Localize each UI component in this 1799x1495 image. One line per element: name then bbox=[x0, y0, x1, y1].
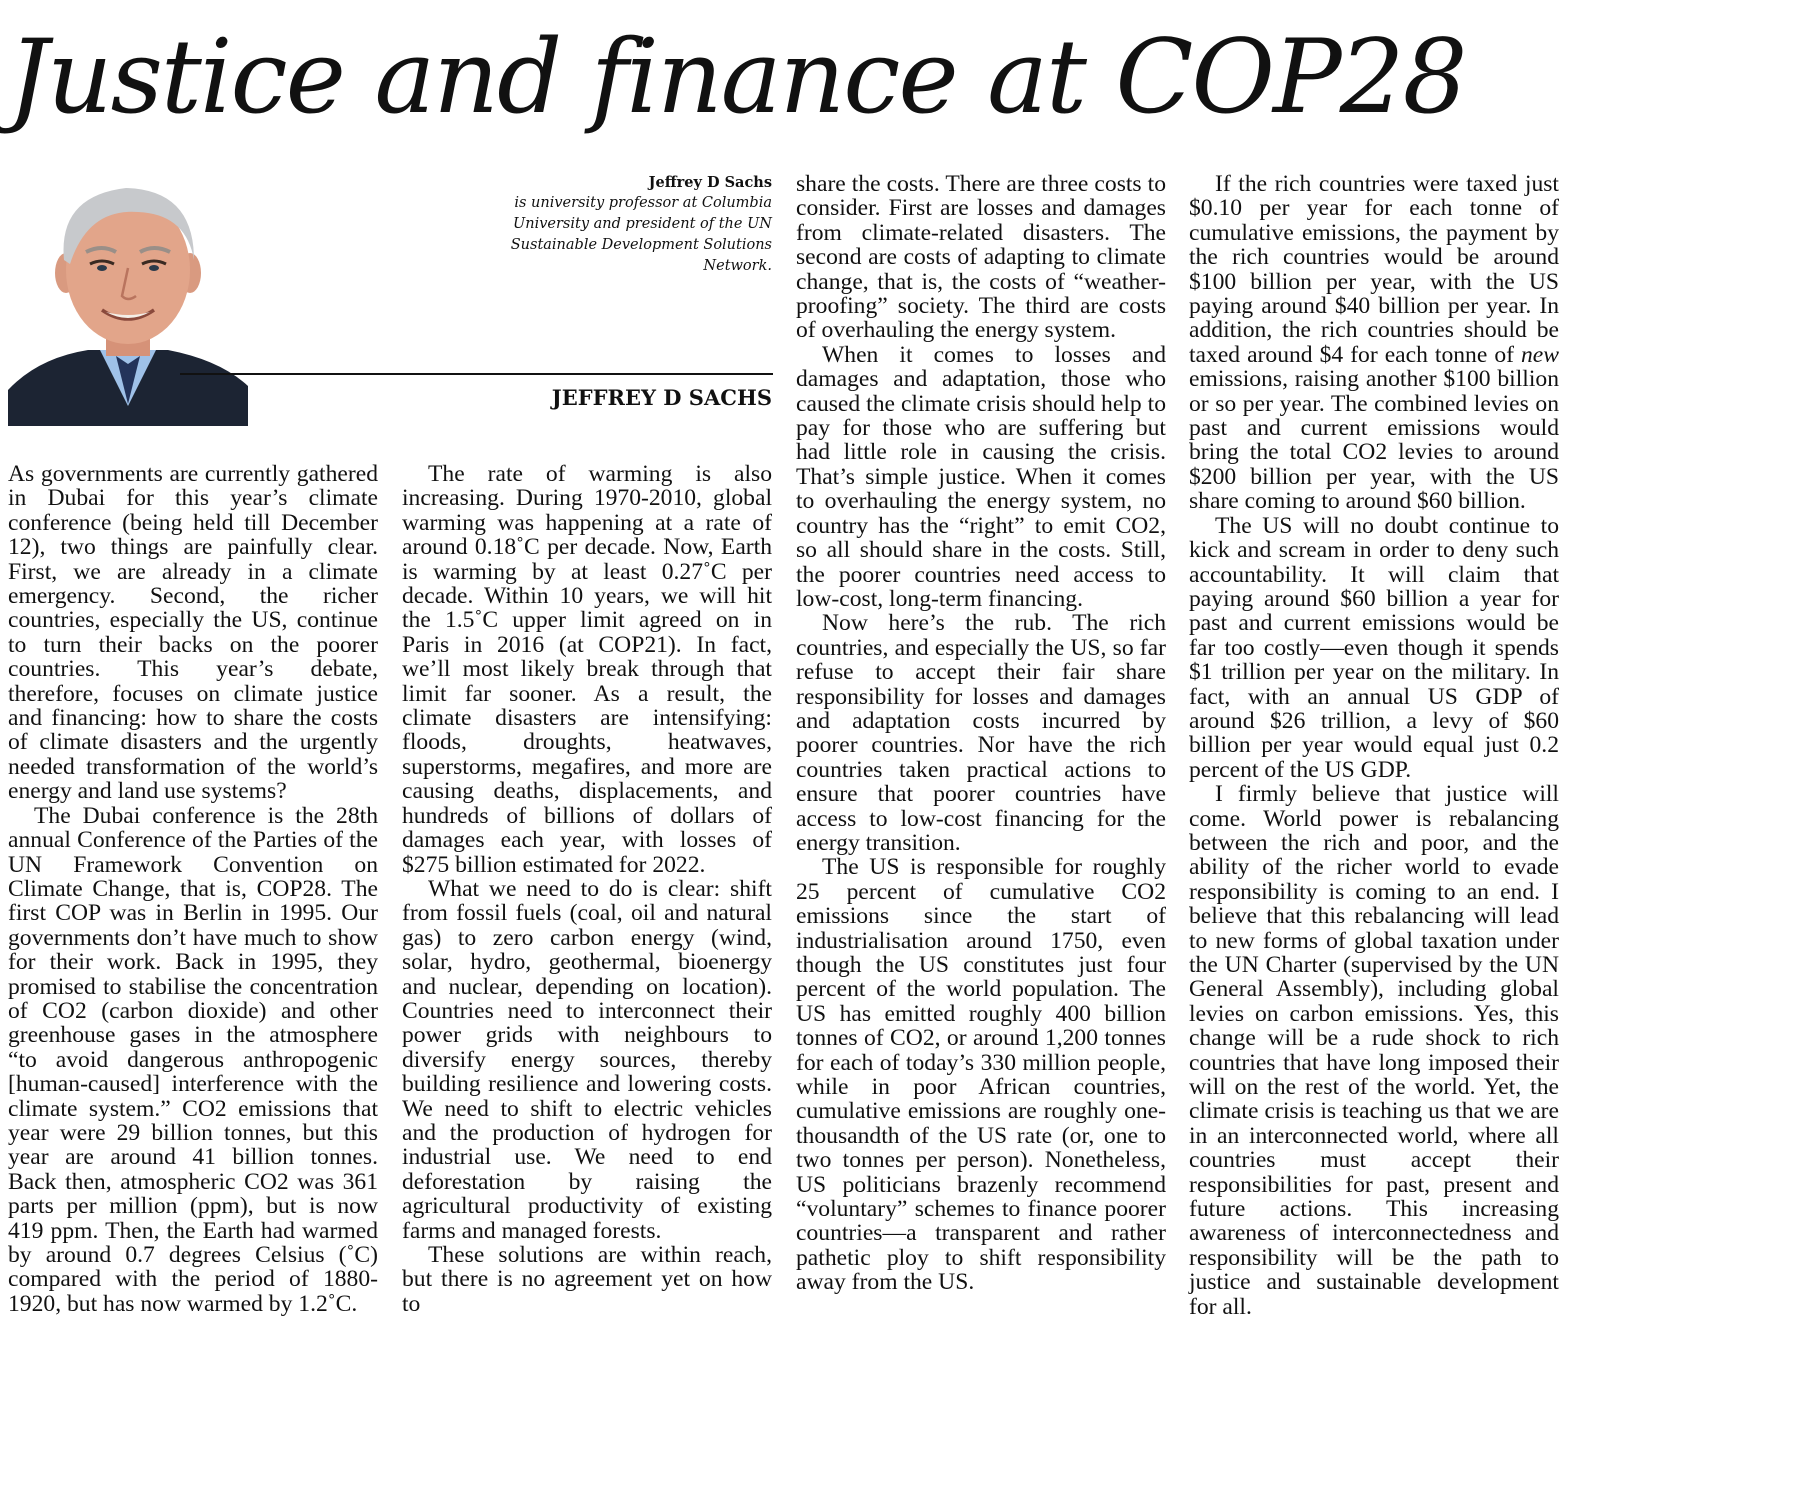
article-column-3 bbox=[796, 172, 1166, 1322]
article-paragraph: As governments are currently gathered in Dubai for this year’s climate conference (being held till December 12), two things are painfully clear. First, we are already in a climate emergency. Second, the richer countries, especially the US, continue to turn their backs on the poorer countries. This year’s debate, therefore, focuses on climate justice and financing: how to share the costs of climate disasters and the urgently needed transformation of the world’s energy and land use systems? bbox=[8, 461, 378, 805]
article-paragraph bbox=[1189, 172, 1559, 514]
article-column-1 bbox=[8, 462, 378, 1322]
byline-bio: is university professor at Columbia University and president of the UN Sustainable Development Solutions Network. bbox=[510, 195, 772, 274]
article-column-2 bbox=[402, 462, 772, 1322]
article-paragraph: What we need to do is clear: shift from fossil fuels (coal, oil and natural gas) to zero carbon energy (wind, solar, hydro, geothermal, bioenergy and nuclear, depending on location). Countries need to interconnect their power grids with neighbours to diversify energy sources, thereby building resilience and lowering costs. We need to shift to electric vehicles and the production of hydrogen for industrial use. We need to end deforestation by raising the agricultural productivity of existing farms and managed forests. bbox=[402, 875, 772, 1244]
article-paragraph: These solutions are within reach, but there is no agreement yet on how to bbox=[402, 1242, 772, 1317]
author-name-caps: JEFFREY D SACHS bbox=[551, 385, 772, 410]
author-portrait bbox=[8, 168, 248, 426]
byline-divider bbox=[180, 373, 773, 375]
article-paragraph: The rate of warming is also increasing. During 1970-2010, global warming was happening at a rate of around 0.18˚C per decade. Now, Earth is warming by at least 0.27˚C per decade. Within 10 years, we will hit the 1.5˚C upper limit agreed on in Paris in 2016 (at COP21). In fact, we’ll most likely break through that limit far sooner. As a result, the climate disasters are intensifying: floods, droughts, heatwaves, superstorms, megafires, and more are causing deaths, displacements, and hundreds of billions of dollars of damages each year, with losses of $275 billion estimated for 2022. bbox=[402, 461, 772, 878]
paragraph-text: If the rich countries were taxed just $0.10 per year for each tonne of cumulative emissions, the payment by the rich countries would be around $100 billion per year, with the US paying around $40 billion per year. In addition, the rich countries should be taxed around $4 for each tonne of bbox=[1189, 171, 1559, 368]
article-paragraph: The Dubai conference is the 28th annual Conference of the Parties of the UN Framework Convention on Climate Change, that is, COP28. The first COP was in Berlin in 1995. Our governments don’t have much to show for their work. Back in 1995, they promised to stabilise the concentration of CO2 (carbon dioxide) and other greenhouse gases in the atmosphere “to avoid dangerous anthropogenic [human-caused] interference with the climate system.” CO2 emissions that year were 29 billion tonnes, but this year are around 41 billion tonnes. Back then, atmospheric CO2 was 361 parts per million (ppm), but is now 419 ppm. Then, the Earth had warmed by around 0.7 degrees Celsius (˚C) compared with the period of 1880-1920, but has now warmed by 1.2˚C. bbox=[8, 802, 378, 1317]
author-byline bbox=[440, 172, 772, 277]
article-paragraph: The US will no doubt continue to kick and scream in order to deny such accountability. It will claim that paying around $60 billion a year for past and current emissions would be far too costly—even though it spends $1 trillion per year on the military. In fact, with an annual US GDP of around $26 trillion, a levy of $60 billion per year would equal just 0.2 percent of the US GDP. bbox=[1189, 512, 1559, 783]
emphasis-text: new bbox=[1520, 341, 1559, 368]
byline-name: Jeffrey D Sachs bbox=[648, 174, 772, 191]
article-paragraph: Now here’s the rub. The rich countries, and especially the US, so far refuse to accept their fair share responsibility for losses and damages and adaptation costs incurred by poorer countries. Nor have the rich countries taken practical actions to ensure that poorer countries have access to low-cost financing for the energy transition. bbox=[796, 610, 1166, 856]
article-column-4 bbox=[1189, 172, 1559, 1322]
paragraph-text: emissions, raising another $100 billion or so per year. The combined levies on past and current emissions would bring the total CO2 levies to around $200 billion per year, with the US share coming to around $60 billion. bbox=[1189, 366, 1559, 515]
article-paragraph: When it comes to losses and damages and adaptation, those who caused the climate crisis should help to pay for those who are suffering but had little role in causing the crisis. That’s simple justice. When it comes to overhauling the energy system, no country has the “right” to emit CO2, so all should share in the costs. Still, the poorer countries need access to low-cost, long-term financing. bbox=[796, 341, 1166, 612]
article-paragraph: share the costs. There are three costs to consider. First are losses and damages from climate-related disasters. The second are costs of adapting to climate change, that is, the costs of “weather-proofing” society. The third are costs of overhauling the energy system. bbox=[796, 171, 1166, 344]
article-paragraph: I firmly believe that justice will come. World power is rebalancing between the rich and poor, and the ability of the richer world to evade responsibility is coming to an end. I believe that this rebalancing will lead to new forms of global taxation under the UN Charter (supervised by the UN General Assembly), including global levies on carbon emissions. Yes, this change will be a rude shock to rich countries that have long imposed their will on the rest of the world. Yet, the climate crisis is teaching us that we are in an interconnected world, where all countries must accept their responsibilities for past, present and future actions. This increasing awareness of interconnectedness and responsibility will be the path to justice and sustainable development for all. bbox=[1189, 781, 1559, 1320]
headline: Justice and finance at COP28 bbox=[8, 18, 1466, 137]
article-paragraph: The US is responsible for roughly 25 percent of cumulative CO2 emissions since the start of industrialisation around 1750, even though the US constitutes just four percent of the world population. The US has emitted roughly 400 billion tonnes of CO2, or around 1,200 tonnes for each of today’s 330 million people, while in poor African countries, cumulative emissions are roughly one-thousandth of the US rate (or, one to two tonnes per person). Nonetheless, US politicians brazenly recommend “voluntary” schemes to finance poorer countries—a transparent and rather pathetic ploy to shift responsibility away from the US. bbox=[796, 854, 1166, 1296]
